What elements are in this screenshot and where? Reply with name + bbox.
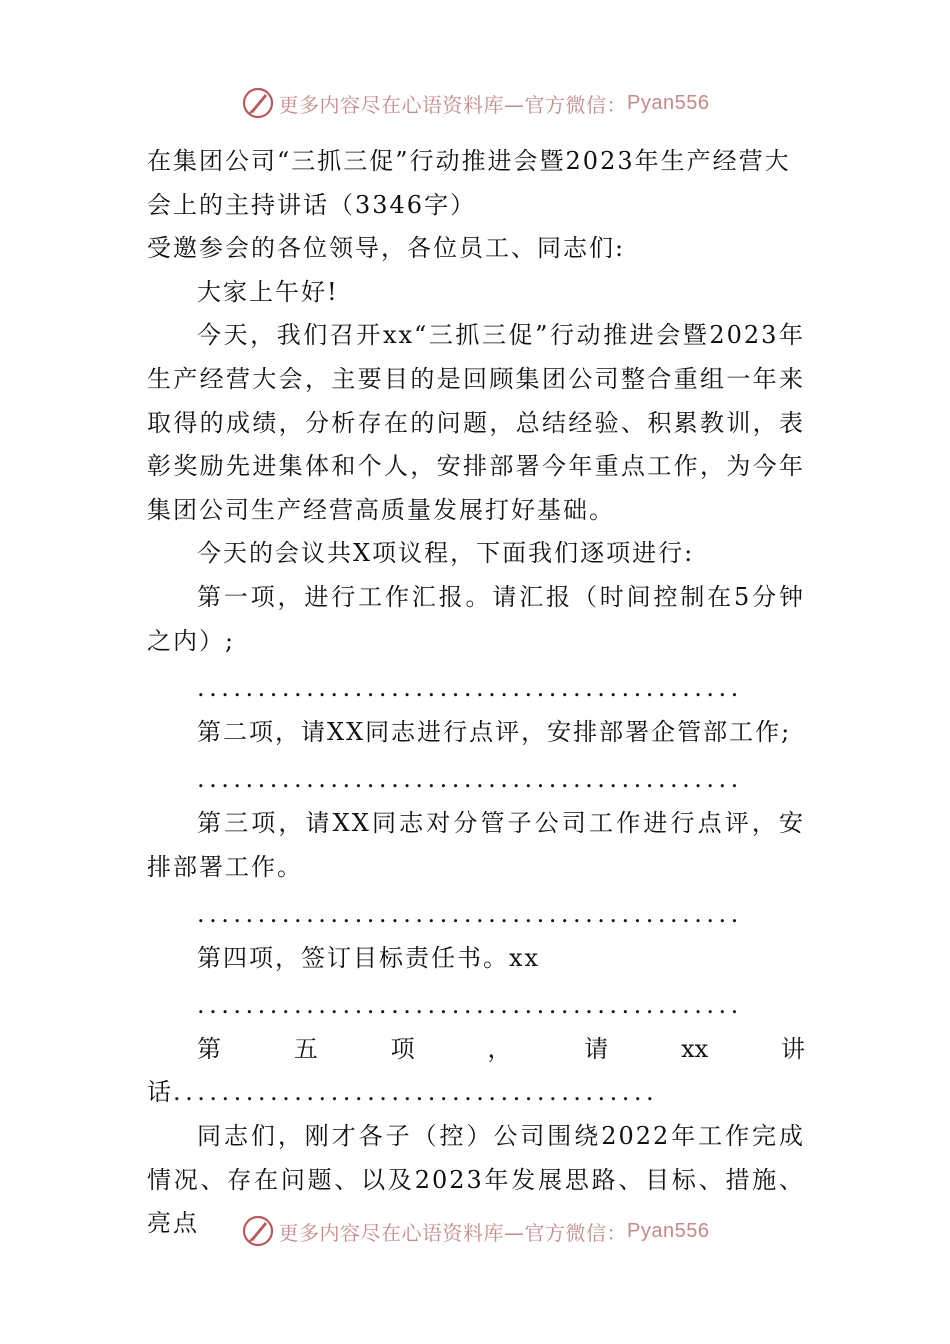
- intro-paragraph: 今天，我们召开xx“三抓三促”行动推进会暨2023年生产经营大会，主要目的是回顾集团公司整合重组一年来取得的成绩，分析存在的问题，总结经验、积累教训，表彰奖励先进集体和个人，安排部署今年重点工作，为今年集团公司生产经营高质量发展打好基础。: [147, 321, 805, 524]
- watermark-wechat-id: Pyan556: [627, 1219, 710, 1242]
- ellipsis-line: .............................................: [197, 674, 743, 703]
- watermark-header: [0, 86, 950, 120]
- quill-logo-icon: [241, 86, 275, 120]
- quill-logo-icon: [241, 1214, 275, 1248]
- item5-word: 请: [584, 1034, 609, 1063]
- watermark-text: 更多内容尽在心语资料库—官方微信：: [278, 1220, 628, 1245]
- item5-word: 第: [197, 1034, 221, 1063]
- item5-tail-word: 话: [147, 1078, 173, 1107]
- agenda-item-5: [147, 1028, 805, 1072]
- item5-dots: ........................................: [173, 1078, 659, 1107]
- ellipsis-line: .............................................: [197, 765, 743, 794]
- document-title: 在集团公司“三抓三促”行动推进会暨2023年生产经营大会上的主持讲话（3346字）: [147, 147, 791, 219]
- watermark-footer: [0, 1214, 950, 1248]
- agenda-item-2: 第二项，请XX同志进行点评，安排部署企管部工作;: [197, 717, 792, 746]
- closing-paragraph: 同志们，刚才各子（控）公司围绕2022年工作完成情况、存在问题、以及2023年发展思路、目标、措施、亮点: [147, 1122, 805, 1238]
- greeting: 大家上午好!: [197, 277, 339, 306]
- agenda-intro: 今天的会议共X项议程，下面我们逐项进行:: [197, 539, 695, 568]
- watermark-wechat-id: Pyan556: [627, 91, 710, 114]
- agenda-item-1: 第一项，进行工作汇报。请汇报（时间控制在5分钟之内）;: [147, 582, 805, 655]
- item5-word: 五: [293, 1034, 318, 1063]
- item5-word: xx: [681, 1034, 709, 1063]
- item5-word: 项: [390, 1034, 415, 1063]
- item5-word: 讲: [780, 1034, 805, 1063]
- document-body: [147, 140, 805, 1246]
- ellipsis-line: .............................................: [197, 991, 743, 1020]
- agenda-item-3: 第三项，请XX同志对分管子公司工作进行点评，安排部署工作。: [147, 808, 805, 881]
- agenda-item-4: 第四项，签订目标责任书。xx: [197, 943, 541, 972]
- ellipsis-line: .............................................: [197, 900, 743, 929]
- agenda-item-5-tail: [147, 1071, 805, 1115]
- watermark-text: 更多内容尽在心语资料库—官方微信：: [278, 92, 628, 117]
- salutation: 受邀参会的各位领导，各位员工、同志们:: [147, 234, 626, 263]
- item5-word: ，: [487, 1034, 512, 1063]
